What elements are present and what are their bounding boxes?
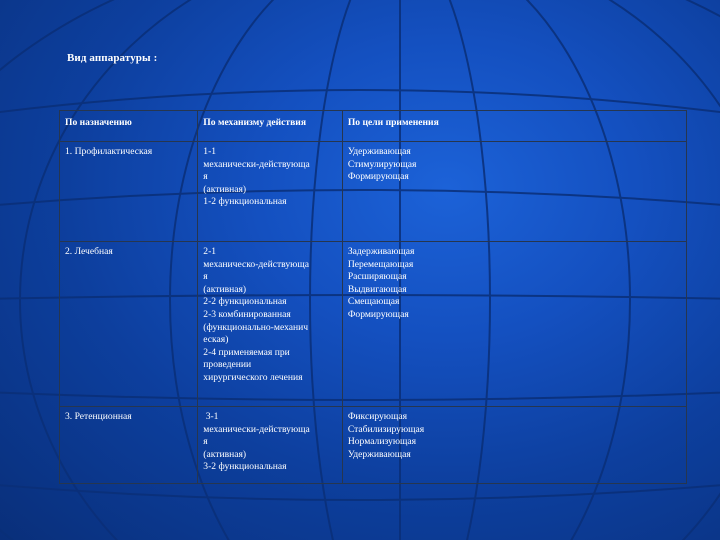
goal-line: Стимулирующая [347,158,417,170]
mechanism-line: еская) [203,334,229,346]
header-purpose: По назначению [60,111,198,142]
cell-mechanism [198,242,343,407]
table-row [60,242,687,407]
goal-line: Формирующая [347,308,409,320]
mechanism-line: механически-действующа [203,158,310,170]
cell-purpose: 2. Лечебная [60,242,198,407]
goal-line: Задерживающая [347,246,415,257]
mechanism-line: проведении [203,359,252,371]
slide-title: Вид аппаратуры : [67,52,158,64]
mechanism-line: 2-2 функциональная [203,296,287,308]
goal-line: Выдвигающая [347,283,407,295]
mechanism-line: я [203,436,208,448]
cell-mechanism [198,142,343,242]
goal-line: Фиксирующая [347,411,408,422]
table-header-row [60,111,687,142]
goal-line: Удерживающая [347,448,411,460]
cell-mechanism [198,407,343,484]
mechanism-line: (активная) [203,183,247,195]
mechanism-line: механически-действующа [203,423,310,435]
mechanism-line: (функционально-механич [203,321,309,333]
mechanism-line: хирургического лечения [203,371,303,383]
goal-line: Нормализующая [347,436,417,448]
mechanism-line: 1-2 функциональная [203,196,287,208]
mechanism-line: (активная) [203,448,247,460]
mechanism-line: 3-2 функциональная [203,461,287,473]
mechanism-line: (активная) [203,283,247,295]
goal-line: Стабилизирующая [347,423,425,435]
goal-line: Расширяющая [347,271,407,283]
table-row [60,407,687,484]
apparatus-table [59,110,687,484]
cell-goal [342,242,686,407]
goal-line: Смещающая [347,296,400,308]
header-mechanism: По механизму действия [198,111,343,142]
cell-goal [342,407,686,484]
cell-purpose: 3. Ретенционная [60,407,198,484]
mechanism-line: 3-1 [203,411,219,422]
mechanism-line: я [203,171,208,183]
mechanism-line: 2-3 комбинированная [203,308,291,320]
table-row [60,142,687,242]
mechanism-line: 2-4 применяемая при [203,346,290,358]
cell-goal [342,142,686,242]
goal-line: Перемещающая [347,258,414,270]
cell-purpose: 1. Профилактическая [60,142,198,242]
mechanism-line: механическо-действующа [203,258,309,270]
mechanism-line: 1-1 [203,146,217,157]
goal-line: Формирующая [347,171,409,183]
header-goal: По цели применения [342,111,686,142]
mechanism-line: 2-1 [203,246,217,257]
goal-line: Удерживающая [347,146,411,157]
mechanism-line: я [203,271,208,283]
